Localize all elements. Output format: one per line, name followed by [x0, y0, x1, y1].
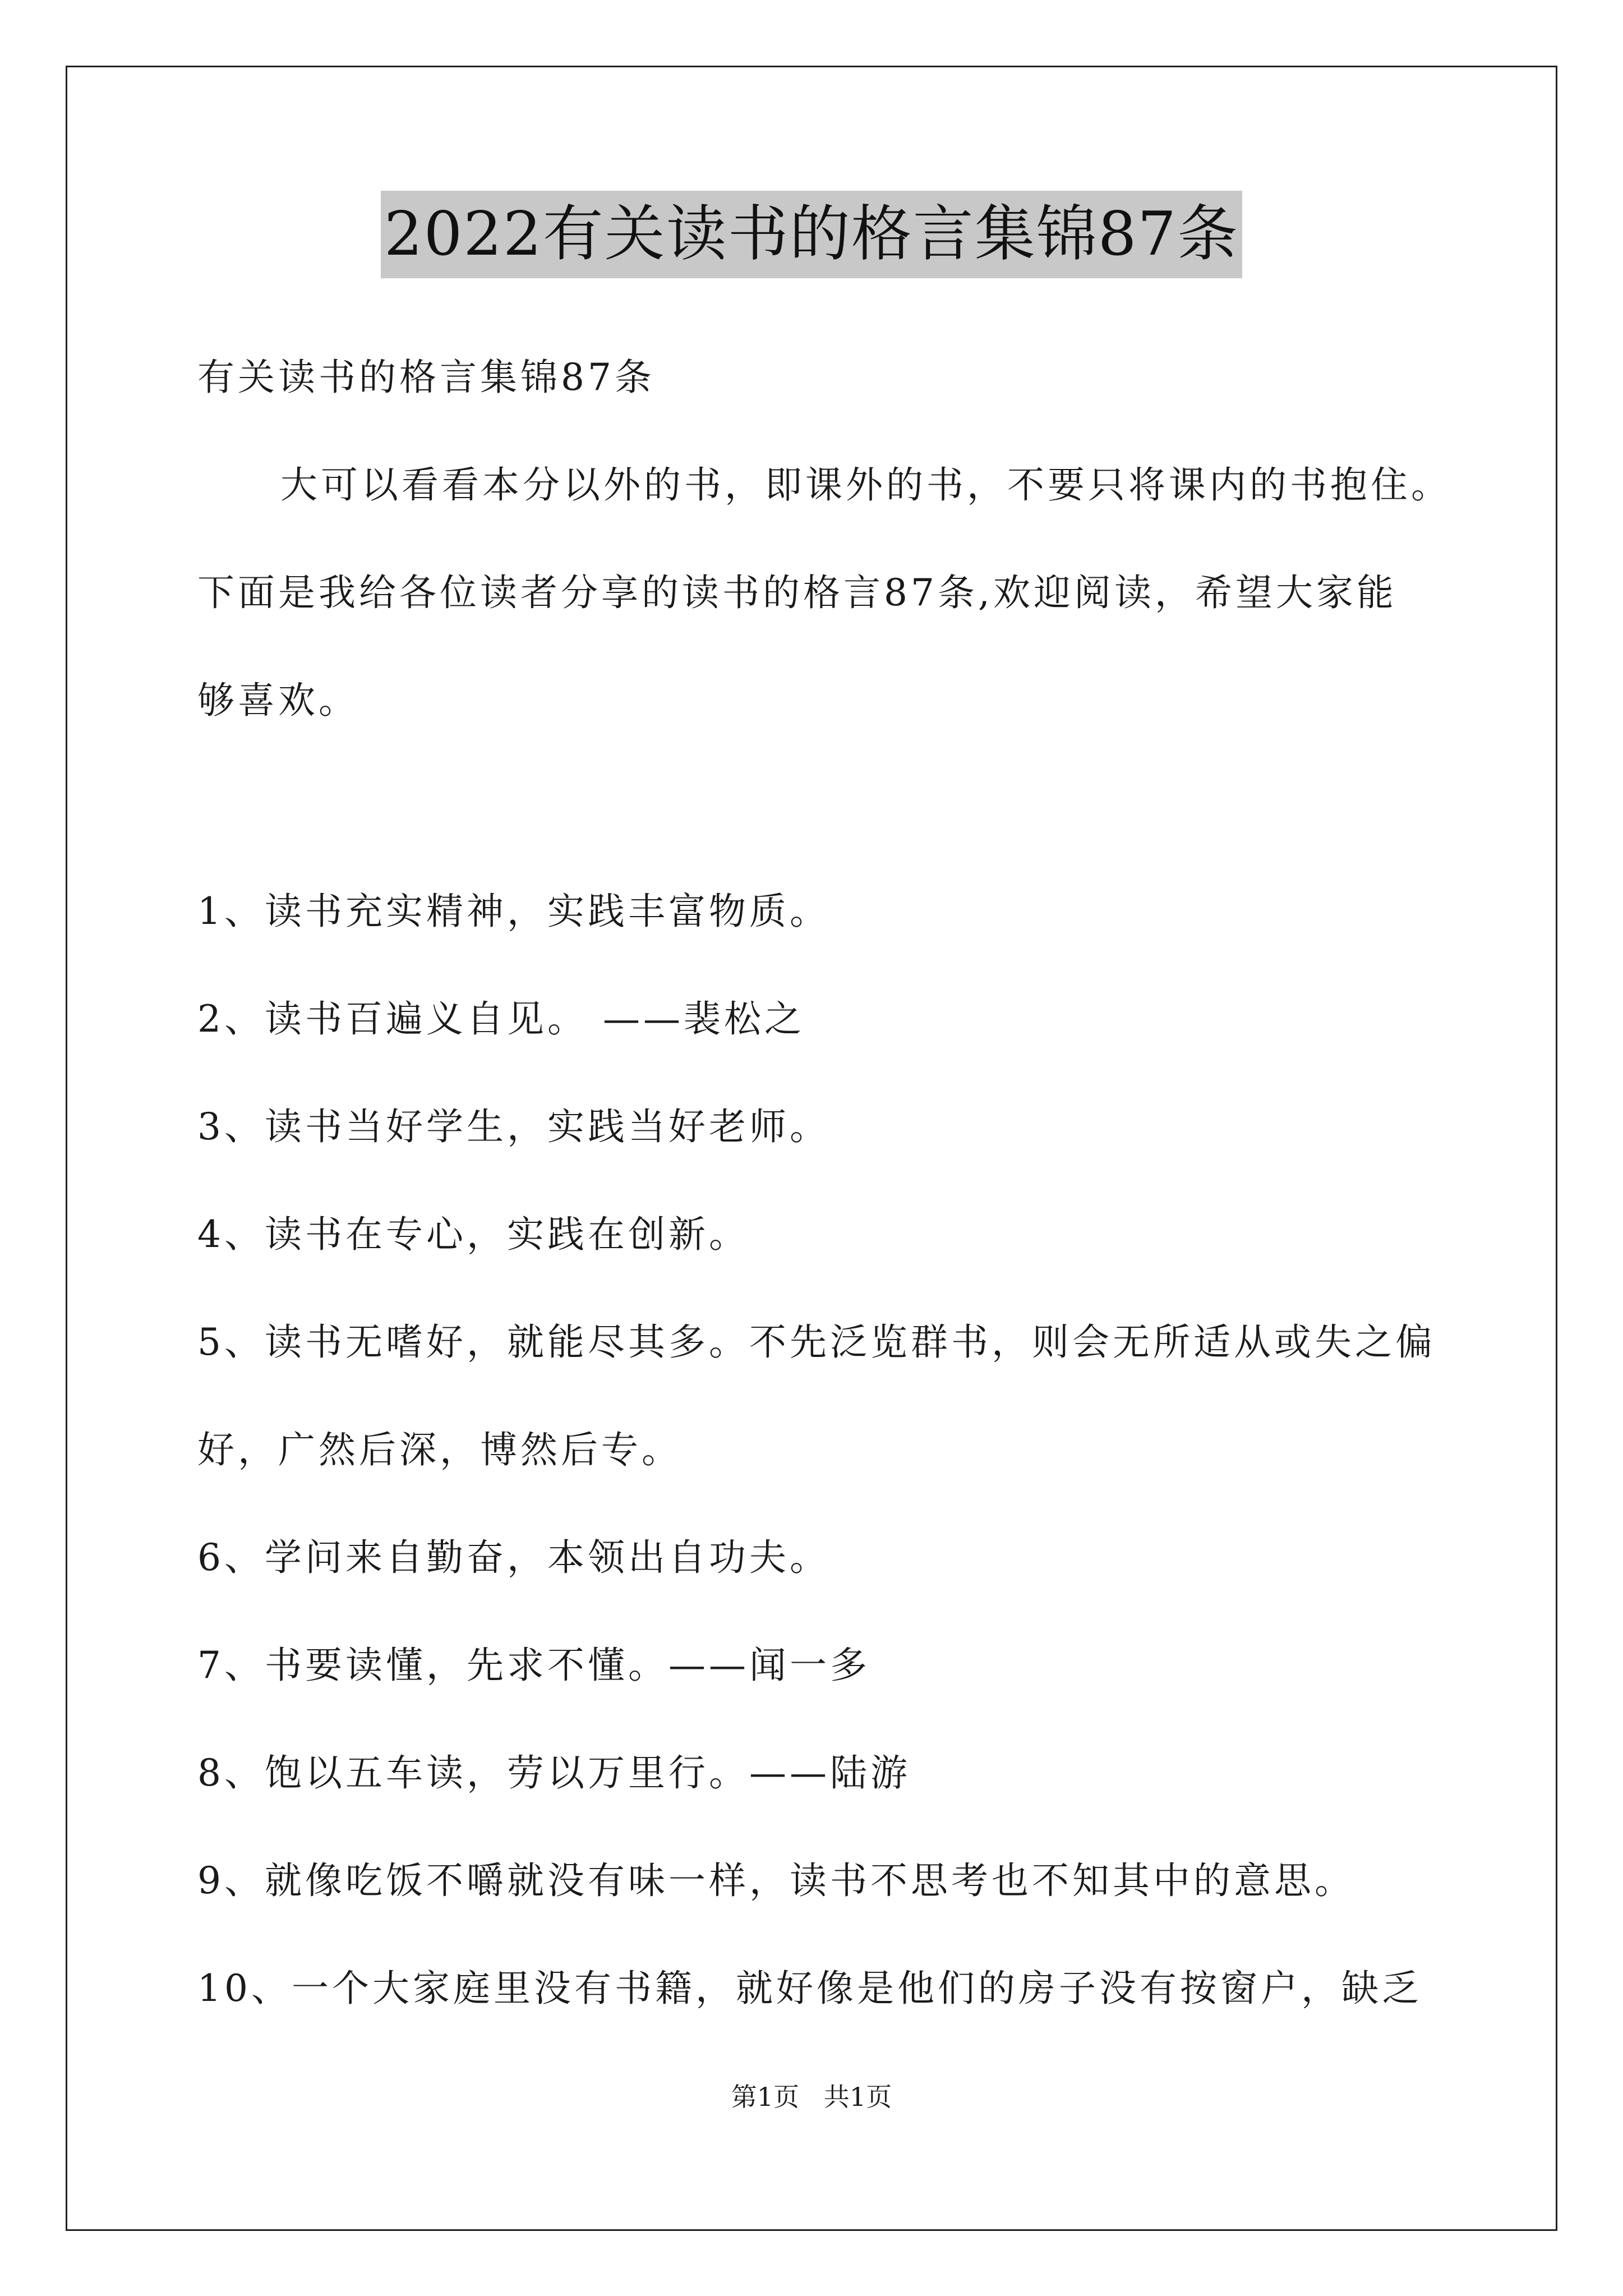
intro-line: 大可以看看本分以外的书，即课外的书，不要只将课内的书抱住。: [280, 463, 1451, 507]
list-item: 2、读书百遍义自见。 ——裴松之: [197, 997, 805, 1041]
document-title: 2022有关读书的格言集锦87条: [381, 191, 1242, 278]
intro-line: 下面是我给各位读者分享的读书的格言87条,欢迎阅读，希望大家能: [197, 571, 1397, 614]
list-item: 4、读书在专心，实践在创新。: [197, 1213, 749, 1256]
document-subtitle: 有关读书的格言集锦87条: [197, 356, 655, 399]
intro-line: 够喜欢。: [197, 679, 359, 722]
list-item: 3、读书当好学生，实践当好老师。: [197, 1105, 830, 1148]
list-item: 5、读书无嗜好，就能尽其多。不先泛览群书，则会无所适从或失之偏: [197, 1320, 1436, 1364]
list-item: 6、学问来自勤奋，本领出自功夫。: [197, 1536, 830, 1579]
list-item: 好，广然后深，博然后专。: [197, 1428, 682, 1471]
list-item: 1、读书充实精神，实践丰富物质。: [197, 890, 830, 933]
list-item: 8、饱以五车读，劳以万里行。——陆游: [197, 1751, 911, 1795]
list-item: 9、就像吃饭不嚼就没有味一样，读书不思考也不知其中的意思。: [197, 1859, 1355, 1902]
page-footer: 第1页 共1页: [731, 2082, 892, 2112]
title-container: [0, 191, 1623, 278]
list-item: 10、一个大家庭里没有书籍，就好像是他们的房子没有按窗户，缺乏: [197, 1967, 1422, 2010]
list-item: 7、书要读懂，先求不懂。——闻一多: [197, 1644, 870, 1687]
